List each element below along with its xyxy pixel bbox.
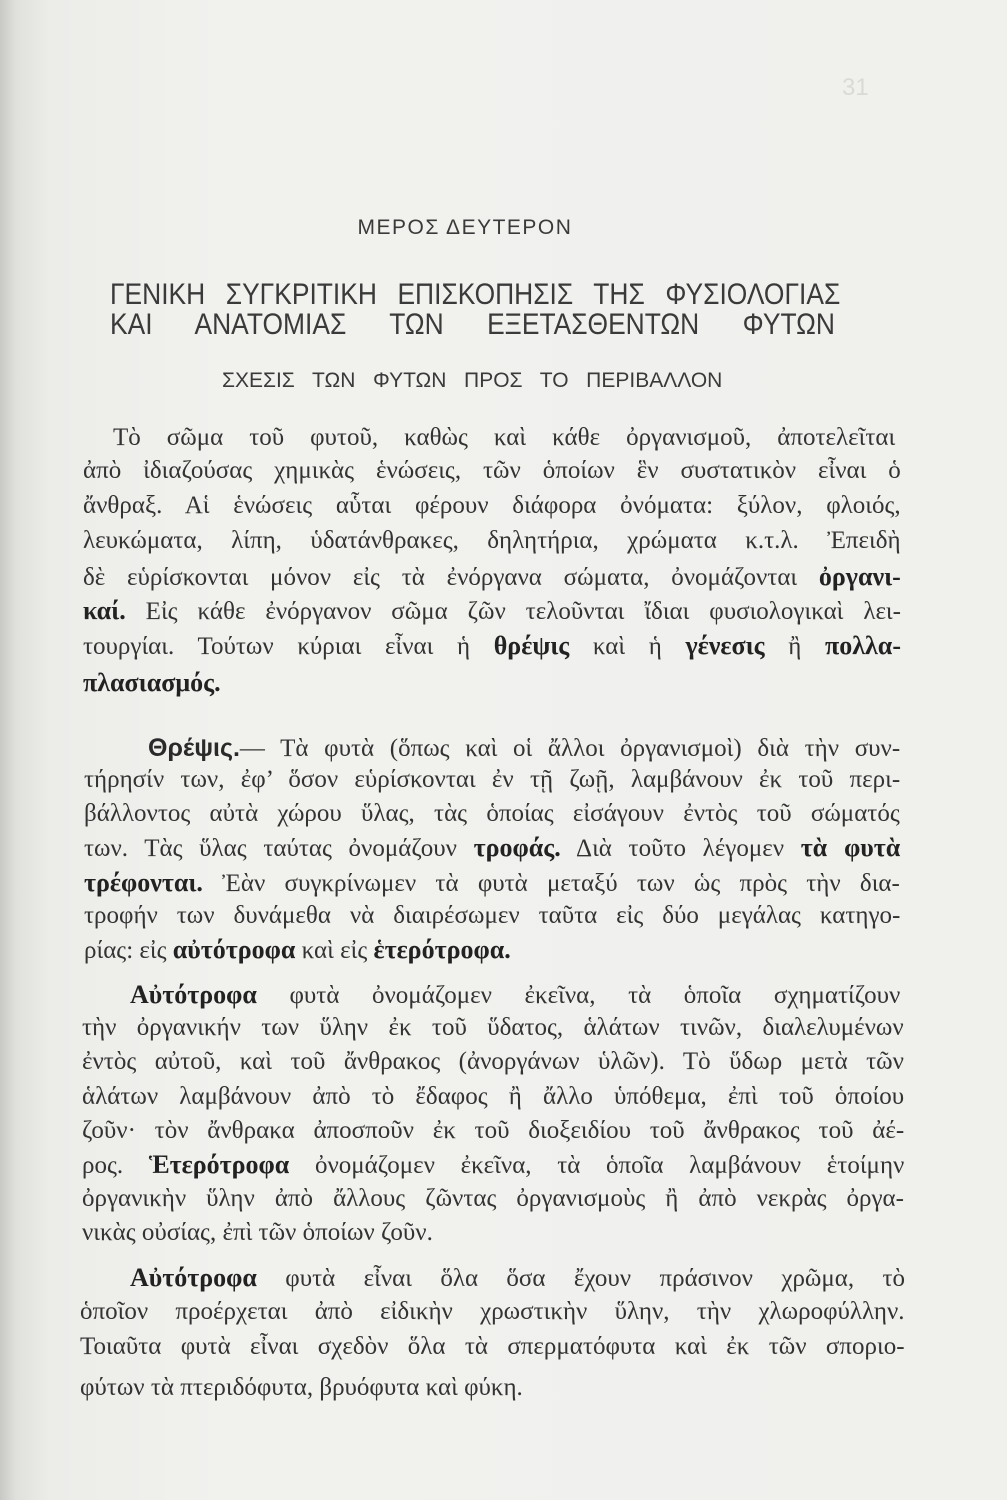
line-content	[82, 1148, 904, 1183]
section-heading-text: ΣΧΕΣΙΣ ΤΩΝ ΦΥΤΩΝ ΠΡΟΣ ΤΟ ΠΕΡΙΒΑΛΛΟΝ	[222, 369, 723, 392]
line-content	[83, 454, 901, 488]
text-line	[82, 1216, 904, 1250]
line-content	[83, 666, 221, 701]
text-line	[84, 933, 900, 967]
text-line	[80, 1371, 905, 1405]
text-segment: τὴν ὀργανικήν των ὕλην ἐκ τοῦ ὕδατος, ἁλάτων τινῶν, διαλελυμένων	[82, 1014, 904, 1041]
bold-term: Αὐτότροφα	[130, 980, 257, 1009]
text-segment: τουργίαι. Τούτων κύριαι εἶναι ἡ	[83, 633, 494, 660]
chapter-title-text: ΚΑΙ ΑΝΑΤΟΜΙΑΣ ΤΩΝ ΕΞΕΤΑΣΘΕΝΤΩΝ ΦΥΤΩΝ	[110, 308, 835, 341]
text-line	[83, 454, 901, 488]
text-line	[84, 797, 900, 831]
text-segment: φυτὰ ὀνομάζομεν ἐκεῖνα, τὰ ὁποῖα σχηματίζουν	[256, 982, 901, 1009]
text-line	[113, 421, 895, 455]
run-in-heading: Θρέψις.	[148, 734, 240, 762]
text-segment: ρος.	[82, 1152, 149, 1179]
text-line	[82, 1148, 904, 1182]
text-line	[82, 1114, 904, 1148]
text-line	[82, 1011, 904, 1045]
text-line	[80, 1295, 905, 1329]
text-segment: ρίας: εἰς	[84, 937, 173, 964]
bold-term: πολλα-	[825, 631, 901, 660]
text-segment: ἐντὸς αὐτοῦ, καὶ τοῦ ἄνθρακος (ἀνοργάνων ὑλῶν). Τὸ ὕδωρ μετὰ τῶν	[82, 1048, 904, 1075]
line-content	[84, 933, 511, 968]
line-content	[82, 1216, 433, 1250]
text-line	[83, 594, 901, 628]
bold-term: ἑτερότροφα.	[373, 935, 511, 964]
bold-term: θρέψις	[493, 631, 570, 660]
bold-term: τὰ φυτὰ	[800, 833, 901, 862]
text-segment: Τὸ σῶμα τοῦ φυτοῦ, καθὼς καὶ κάθε ὀργανισμοῦ, ἀποτελεῖται	[113, 424, 896, 451]
text-segment: ὁποῖον προέρχεται ἀπὸ εἰδικὴν χρωστικὴν ὕλην, τὴν χλωροφύλλην.	[80, 1298, 905, 1325]
text-line	[83, 629, 901, 663]
line-content	[83, 560, 901, 595]
text-segment: νικὰς οὐσίας, ἐπὶ τῶν ὁποίων ζοῦν.	[82, 1219, 433, 1246]
text-line	[84, 866, 900, 900]
line-content	[80, 1330, 905, 1364]
text-segment: ἀπὸ ἰδιαζούσας χημικὰς ἑνώσεις, τῶν ὁποίων ἓν συστατικὸν εἶναι ὁ	[83, 457, 901, 484]
line-content	[84, 866, 900, 901]
line-content	[83, 489, 901, 523]
text-segment: καὶ ἡ	[569, 633, 686, 660]
text-segment: δὲ εὑρίσκονται μόνον εἰς τὰ ἐνόργανα σώματα, ὀνομάζονται	[83, 564, 819, 591]
line-content	[84, 763, 900, 797]
line-content	[84, 899, 900, 933]
line-content	[130, 1261, 905, 1296]
text-segment: φυτὰ εἶναι ὅλα ὅσα ἔχουν πράσινον χρῶμα, τὸ	[256, 1265, 906, 1292]
line-content	[148, 731, 900, 766]
text-segment: τροφήν των δυνάμεθα νὰ διαιρέσωμεν ταῦτα εἰς δύο μεγάλας κατηγο-	[84, 902, 901, 929]
text-segment: λευκώματα, λίπη, ὑδατάνθρακες, δηλητήρια, χρώματα κ.τ.λ. Ἐπειδὴ	[83, 527, 901, 554]
bold-term: Ἑτερότροφα	[148, 1150, 290, 1179]
text-line	[83, 489, 901, 523]
bold-term: Αὐτότροφα	[130, 1263, 257, 1292]
text-segment: ἁλάτων λαμβάνουν ἀπὸ τὸ ἔδαφος ἢ ἄλλο ὑπόθεμα, ἐπὶ τοῦ ὁποίου	[82, 1083, 905, 1110]
text-segment: — Τὰ φυτὰ (ὅπως καὶ οἱ ἄλλοι ὀργανισμοὶ) διὰ τὴν συν-	[239, 735, 901, 762]
line-content	[80, 1295, 905, 1329]
line-content	[82, 1182, 904, 1216]
line-content	[80, 1371, 523, 1405]
text-segment: ζοῦν· τὸν ἄνθρακα ἀποσποῦν ἐκ τοῦ διοξειδίου τοῦ ἄνθρακος τοῦ ἀέ-	[82, 1117, 905, 1144]
text-segment: ἢ	[764, 633, 826, 660]
text-line	[82, 1080, 904, 1114]
text-line	[148, 731, 900, 765]
text-segment: Τοιαῦτα φυτὰ εἶναι σχεδὸν ὅλα τὰ σπερματόφυτα καὶ ἐκ τῶν σποριο-	[80, 1333, 905, 1360]
line-content	[83, 524, 901, 558]
text-segment: των. Τὰς ὕλας ταύτας ὀνομάζουν	[84, 835, 474, 862]
text-line	[130, 978, 900, 1012]
line-content	[113, 421, 895, 455]
chapter-title-text: ΓΕΝΙΚΗ ΣΥΓΚΡΙΤΙΚΗ ΕΠΙΣΚΟΠΗΣΙΣ ΤΗΣ ΦΥΣΙΟΛΟΓΙΑΣ	[110, 278, 841, 311]
line-content	[82, 1045, 904, 1079]
text-line	[82, 1182, 904, 1216]
text-segment: ἄνθραξ. Αἱ ἑνώσεις αὗται φέρουν διάφορα ὀνόματα: ξύλον, φλοιός,	[83, 492, 901, 519]
text-segment: καὶ εἰς	[295, 937, 374, 964]
line-content	[84, 797, 900, 831]
section-heading	[222, 367, 722, 395]
bold-term: τροφάς.	[473, 833, 561, 862]
text-line	[82, 1045, 904, 1079]
text-segment: τήρησίν των, ἐφ’ ὅσον εὑρίσκονται ἐν τῇ ζωῇ, λαμβάνουν ἐκ τοῦ περι-	[84, 766, 901, 793]
line-content	[83, 629, 901, 664]
text-segment: βάλλοντος αὐτὰ χώρου ὕλας, τὰς ὁποίας εἰσάγουν ἐντὸς τοῦ σώματός	[84, 800, 900, 827]
text-line	[83, 666, 901, 700]
text-segment: ὀργανικὴν ὕλην ἀπὸ ἄλλους ζῶντας ὀργανισμοὺς ἢ ἀπὸ νεκρὰς ὀργα-	[82, 1185, 904, 1212]
line-content	[83, 594, 901, 629]
text-line	[80, 1330, 905, 1364]
text-line	[84, 899, 900, 933]
line-content	[84, 831, 900, 866]
bold-term: ὀργανι-	[818, 562, 901, 591]
bold-term: τρέφονται.	[84, 868, 203, 897]
page-number: 31	[842, 74, 869, 101]
bold-term: πλασιασμός.	[83, 668, 221, 697]
line-content	[82, 1011, 904, 1045]
part-heading: ΜΕΡΟΣ ΔΕΥΤΕΡΟΝ	[357, 216, 573, 239]
bold-term: γένεσις	[685, 631, 765, 660]
text-segment: ὀνομάζομεν ἐκεῖνα, τὰ ὁποῖα λαμβάνουν ἑτοίμην	[289, 1152, 905, 1179]
text-line	[83, 524, 901, 558]
text-segment: Εἰς κάθε ἐνόργανον σῶμα ζῶν τελοῦνται ἴδιαι φυσιολογικαὶ λει-	[125, 598, 901, 625]
bold-term: αὐτότροφα	[172, 935, 296, 964]
text-line	[84, 763, 900, 797]
line-content	[130, 978, 900, 1013]
bold-term: καί.	[83, 596, 126, 625]
text-segment: Διὰ τοῦτο λέγομεν	[560, 835, 801, 862]
line-content	[82, 1080, 904, 1114]
text-line	[84, 831, 900, 865]
line-content	[82, 1114, 904, 1148]
text-line	[83, 560, 901, 594]
chapter-title-line-2	[110, 307, 835, 343]
text-segment: Ἐὰν συγκρίνωμεν τὰ φυτὰ μεταξύ των ὡς πρὸς τὴν δια-	[202, 870, 900, 897]
text-line	[130, 1261, 905, 1295]
text-segment: φύτων τὰ πτεριδόφυτα, βρυόφυτα καὶ φύκη.	[80, 1374, 523, 1401]
